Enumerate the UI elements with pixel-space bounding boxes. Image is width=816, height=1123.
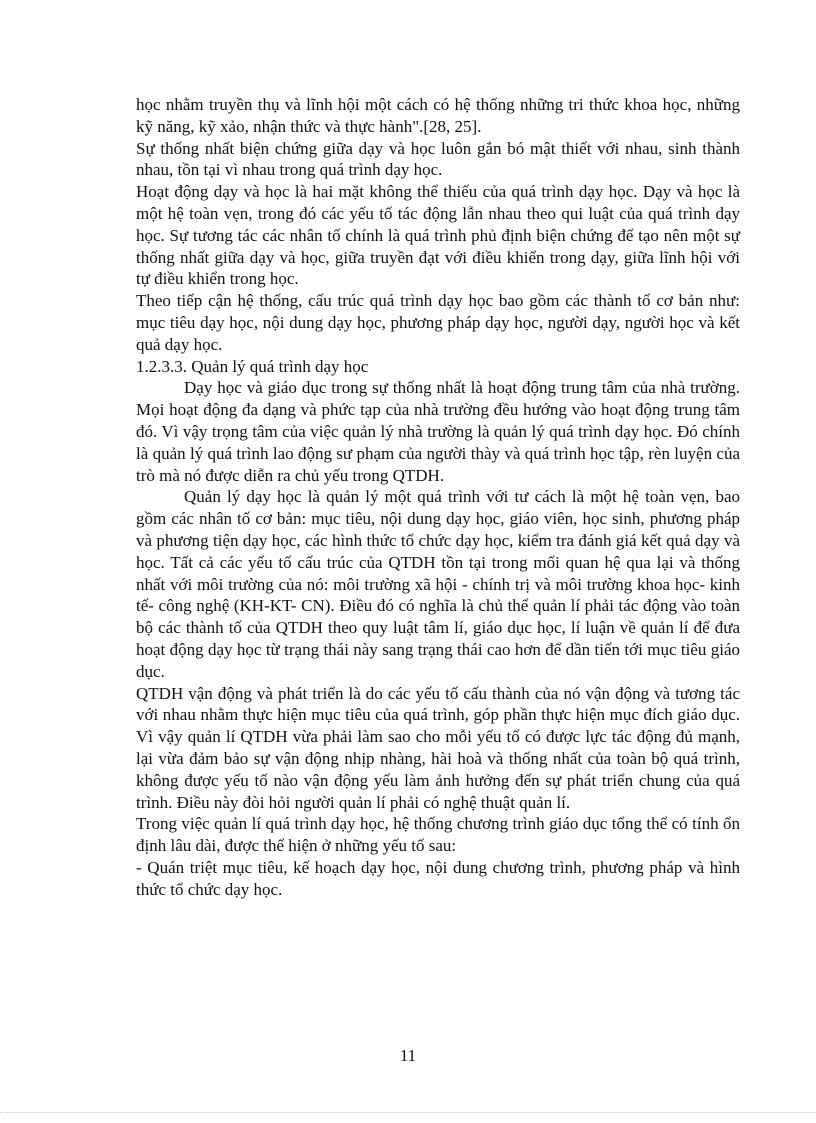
page-number: 11: [399, 1046, 417, 1065]
paragraph-teaching-management: Quản lý dạy học là quản lý một quá trình với tư cách là một hệ toàn vẹn, bao gồm các nhân tố cơ bản: mục tiêu, nội dung dạy học, giáo viên, học sinh, phương pháp và phương tiện dạy học, các hình thức tổ chức dạy học, kiểm tra đánh giá kết quả dạy và học. Tất cả các yếu tố cấu trúc của QTDH tồn tại trong mối quan hệ qua lại và thống nhất với môi trường của nó: môi trường xã hội - chính trị và môi trường khoa học- kinh tế- công nghệ (KH-KT- CN). Điều đó có nghĩa là chủ thể quản lí phải tác động vào toàn bộ các thành tố của QTDH theo quy luật tâm lí, giáo dục học, lí luận về quản lí để đưa hoạt động dạy học từ trạng thái này sang trạng thái cao hơn để dần tiến tới mục tiêu giáo dục.: [136, 487, 740, 681]
paragraph-teaching-learning: Hoạt động dạy và học là hai mặt không thể thiếu của quá trình dạy học. Dạy và học là một hệ toàn vẹn, trong đó các yếu tố tác động lẫn nhau theo qui luật của quá trình dạy học. Sự tương tác các nhân tố chính là quá trình phủ định biện chứng để tạo nên một sự thống nhất giữa dạy và học, giữa truyền đạt với điều khiển trong dạy, giữa lĩnh hội với tự điều khiển trong học.: [136, 182, 740, 289]
paragraph-system-approach: Theo tiếp cận hệ thống, cấu trúc quá trình dạy học bao gồm các thành tố cơ bản như: mục tiêu dạy học, nội dung dạy học, phương pháp dạy học, người dạy, người học và kết quả dạy học.: [136, 291, 740, 354]
body-text: [136, 94, 740, 900]
section-heading: 1.2.3.3. Quản lý quá trình dạy học: [136, 356, 369, 376]
paragraph-program-system: Trong việc quản lí quá trình dạy học, hệ thống chương trình giáo dục tổng thể có tính ổn định lâu dài, được thể hiện ở những yếu tố sau:: [136, 814, 740, 856]
paragraph-citation-end: học nhằm truyền thụ và lĩnh hội một cách có hệ thống những tri thức khoa học, những kỹ năng, kỹ xảo, nhận thức và thực hành".[28, 25].: [136, 95, 740, 136]
paragraph-qtdh-movement: QTDH vận động và phát triển là do các yếu tố cấu thành của nó vận động và tương tác với nhau nhằm thực hiện mục tiêu của quá trình, góp phần thực hiện mục đích giáo dục. Vì vậy quản lí QTDH vừa phải làm sao cho mỗi yếu tố có được lực tác động đủ mạnh, lại vừa đảm bảo sự vận động nhịp nhàng, hài hoà và thống nhất của toàn bộ quá trình, không được yếu tố nào vận động yếu làm ảnh hưởng đến sự phát triển chung của quá trình. Điều này đòi hỏi người quản lí phải có nghệ thuật quản lí.: [136, 683, 740, 812]
list-item-objectives: - Quán triệt mục tiêu, kế hoạch dạy học, nội dung chương trình, phương pháp và hình thức tổ chức dạy học.: [136, 857, 740, 899]
page-bottom-divider: [0, 1112, 816, 1113]
paragraph-central-activity: Dạy học và giáo dục trong sự thống nhất là hoạt động trung tâm của nhà trường. Mọi hoạt động đa dạng và phức tạp của nhà trường đều hướng vào hoạt động trung tâm đó. Vì vậy trọng tâm của việc quản lý nhà trường là quản lý quá trình dạy học. Đó chính là quản lý quá trình lao động sư phạm của người thày và quá trình học tập, rèn luyện của trò mà nó được diễn ra chủ yếu trong QTDH.: [136, 378, 740, 485]
paragraph-dialectical-unity: Sự thống nhất biện chứng giữa dạy và học luôn gắn bó mật thiết với nhau, sinh thành nhau, tồn tại vì nhau trong quá trình dạy học.: [136, 138, 740, 180]
